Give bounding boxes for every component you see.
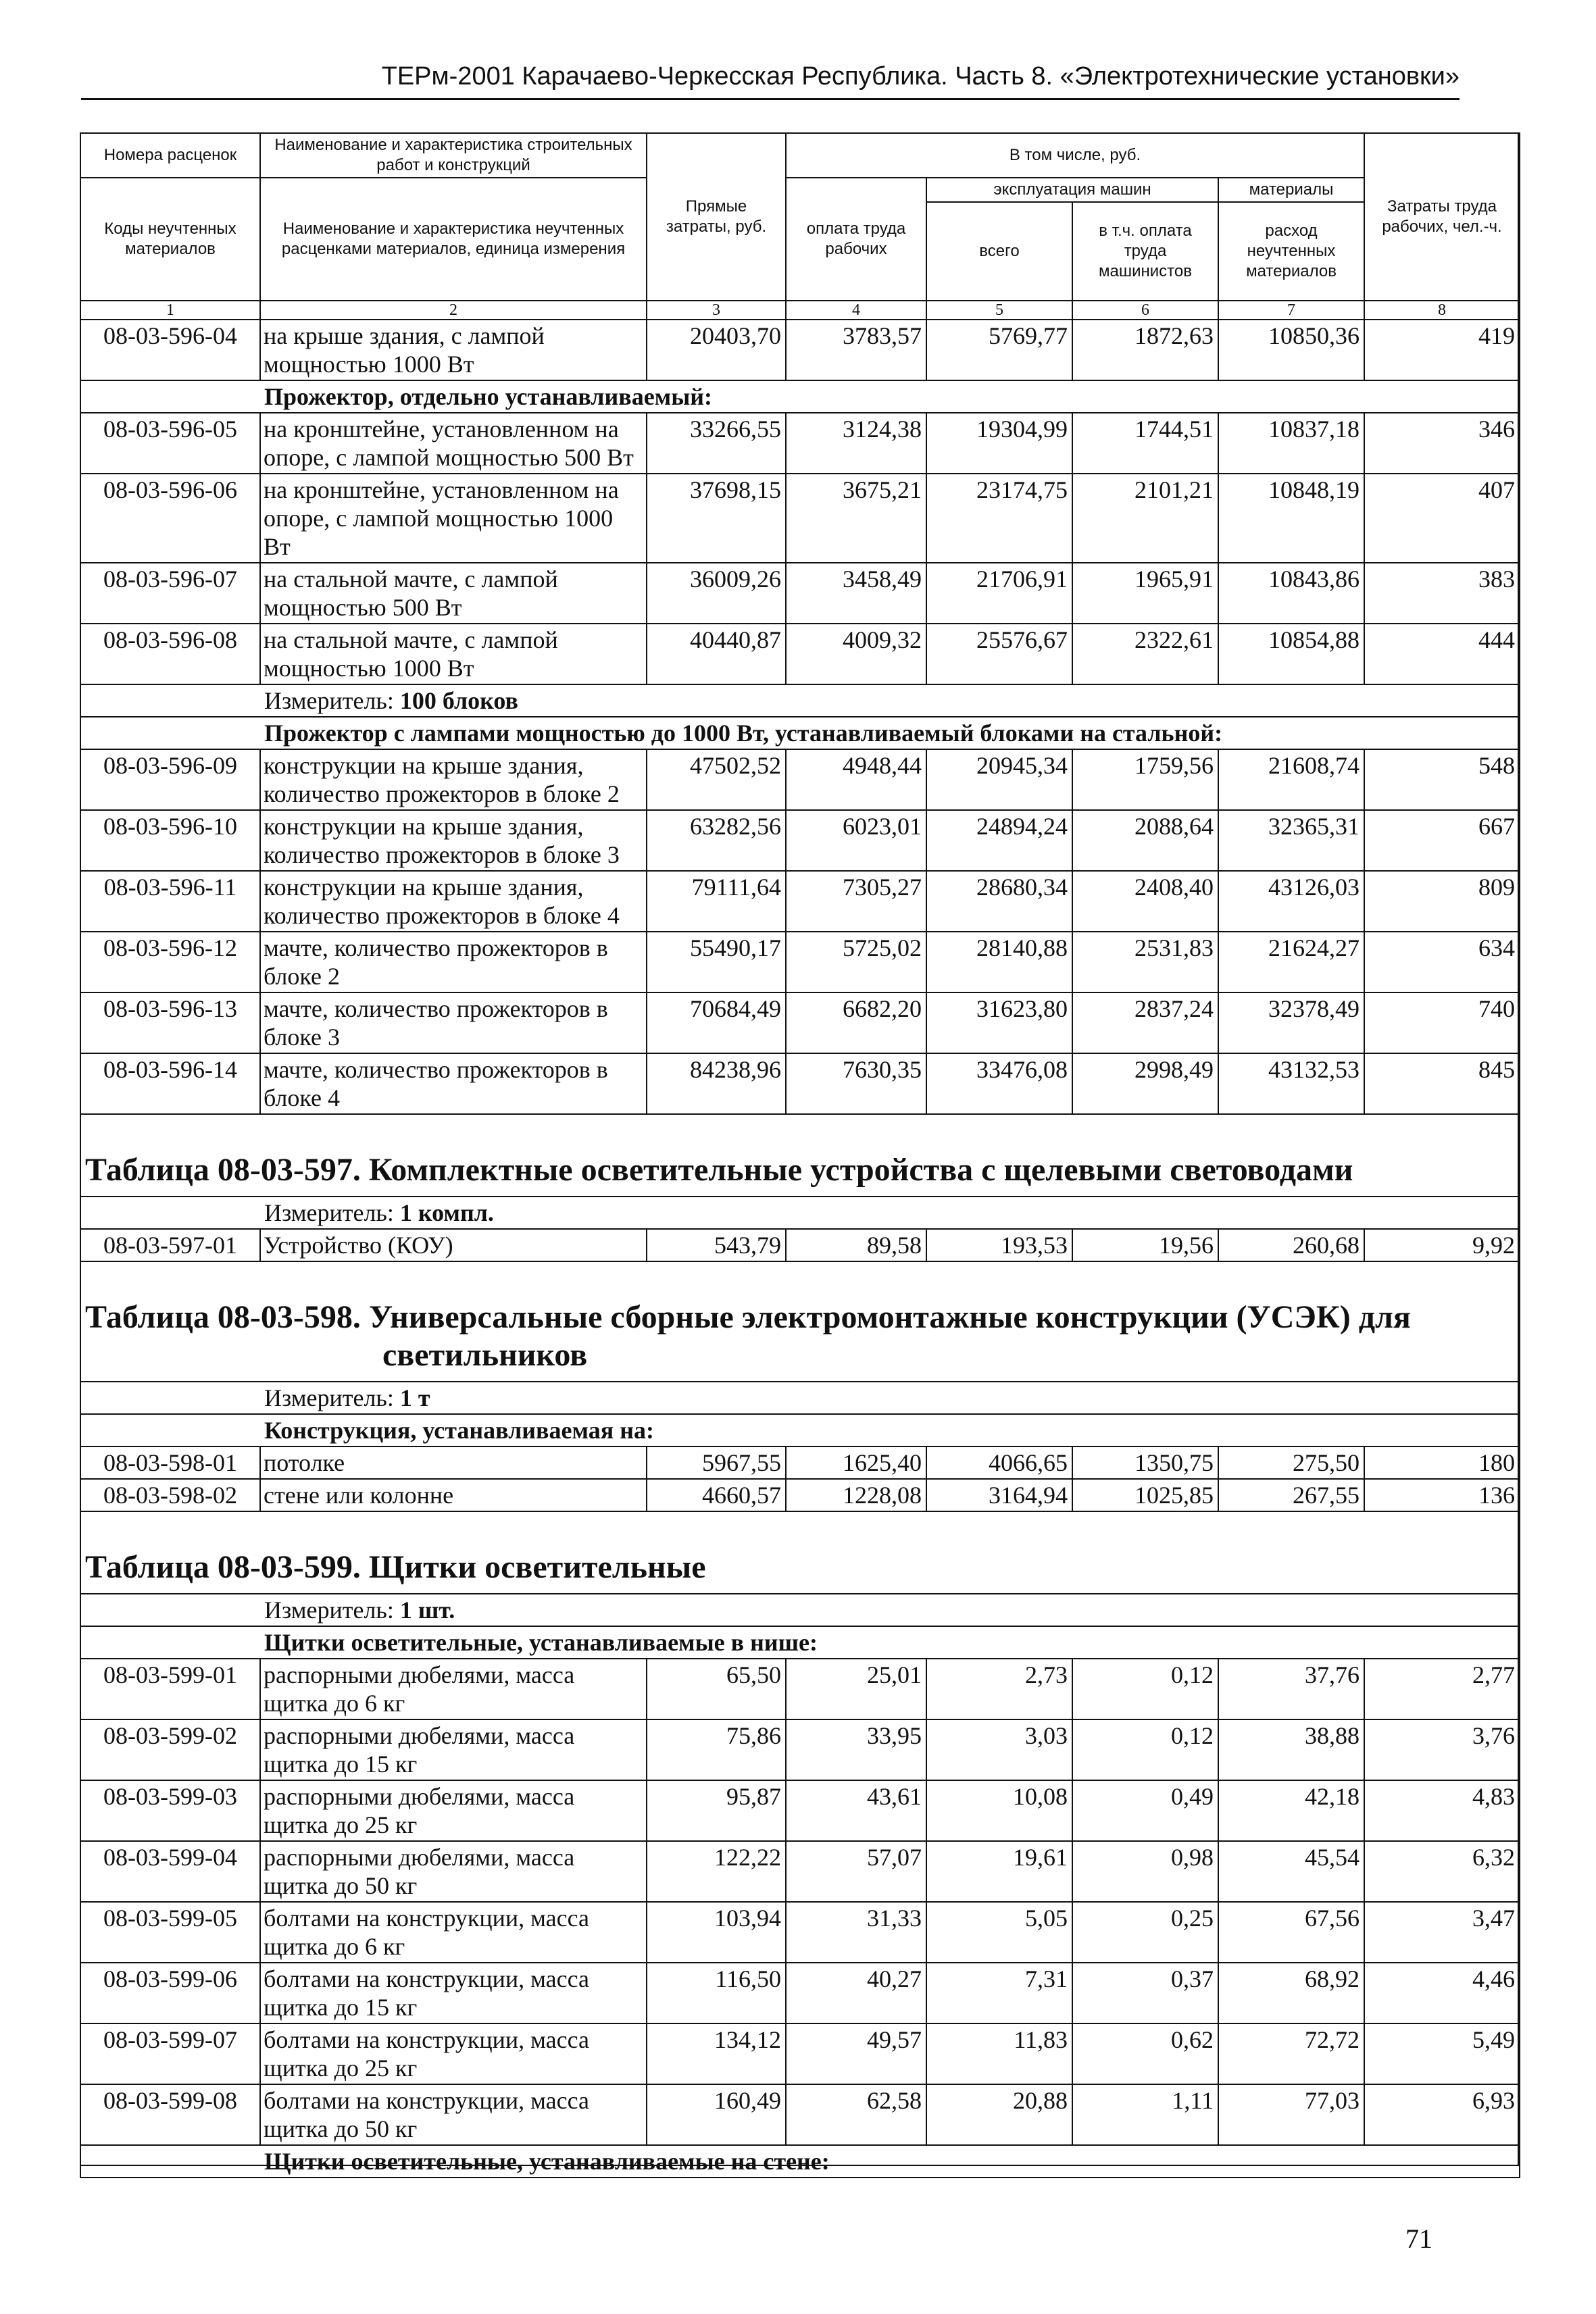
wages: 49,57 bbox=[786, 2023, 926, 2084]
labor: 444 bbox=[1364, 624, 1520, 684]
rate-description: стене или колонне bbox=[260, 1479, 647, 1511]
rate-description: потолке bbox=[260, 1447, 647, 1479]
table-row bbox=[80, 1229, 1520, 1261]
machines-total: 33476,08 bbox=[926, 1053, 1072, 1114]
rate-code: 08-03-596-07 bbox=[80, 563, 260, 624]
direct-cost: 116,50 bbox=[647, 1963, 786, 2023]
measure-cell bbox=[260, 684, 1520, 717]
spacer-cell bbox=[80, 1261, 1520, 1278]
wages: 4948,44 bbox=[786, 749, 926, 810]
direct-cost: 70684,49 bbox=[647, 992, 786, 1053]
column-number: 4 bbox=[786, 301, 926, 320]
rates-table bbox=[80, 132, 1520, 2178]
rate-code: 08-03-599-07 bbox=[80, 2023, 260, 2084]
machines-total: 11,83 bbox=[926, 2023, 1072, 2084]
labor: 383 bbox=[1364, 563, 1520, 624]
direct-cost: 160,49 bbox=[647, 2084, 786, 2145]
wages: 7305,27 bbox=[786, 871, 926, 932]
machines-wages: 1025,85 bbox=[1072, 1479, 1218, 1511]
materials: 267,55 bbox=[1218, 1479, 1364, 1511]
table-597-title bbox=[80, 1131, 1520, 1197]
rate-description: на стальной мачте, с лампой мощностью 500 Вт bbox=[260, 563, 647, 624]
machines-total: 19,61 bbox=[926, 1841, 1072, 1902]
rate-code: 08-03-596-05 bbox=[80, 413, 260, 474]
materials: 32365,31 bbox=[1218, 810, 1364, 871]
table-row bbox=[80, 1841, 1520, 1902]
machines-wages: 19,56 bbox=[1072, 1229, 1218, 1261]
labor: 3,76 bbox=[1364, 1719, 1520, 1780]
direct-cost: 103,94 bbox=[647, 1902, 786, 1963]
spacer-row bbox=[80, 1261, 1520, 1278]
rate-code: 08-03-599-08 bbox=[80, 2084, 260, 2145]
rate-description: мачте, количество прожекторов в блоке 4 bbox=[260, 1053, 647, 1114]
machines-total: 21706,91 bbox=[926, 563, 1072, 624]
machines-wages: 2998,49 bbox=[1072, 1053, 1218, 1114]
table-row bbox=[80, 624, 1520, 684]
machines-wages: 2088,64 bbox=[1072, 810, 1218, 871]
measure-value: 100 блоков bbox=[399, 687, 518, 714]
machines-total: 193,53 bbox=[926, 1229, 1072, 1261]
machines-wages: 1759,56 bbox=[1072, 749, 1218, 810]
rate-description: мачте, количество прожекторов в блоке 2 bbox=[260, 932, 647, 992]
rate-description: конструкции на крыше здания, количество прожекторов в блоке 3 bbox=[260, 810, 647, 871]
section-heading: Конструкция, устанавливаемая на: bbox=[260, 1414, 1520, 1447]
col-name-bottom: Наименование и характеристика неучтенных расценками материалов, единица измерения bbox=[260, 178, 647, 301]
machines-total: 3164,94 bbox=[926, 1479, 1072, 1511]
materials: 77,03 bbox=[1218, 2084, 1364, 2145]
materials: 67,56 bbox=[1218, 1902, 1364, 1963]
measure-row bbox=[80, 1594, 1520, 1626]
labor: 634 bbox=[1364, 932, 1520, 992]
section-row bbox=[80, 1414, 1520, 1447]
machines-total: 5,05 bbox=[926, 1902, 1072, 1963]
direct-cost: 37698,15 bbox=[647, 474, 786, 563]
section-spacer bbox=[80, 2145, 260, 2178]
rate-code: 08-03-596-10 bbox=[80, 810, 260, 871]
rate-code: 08-03-599-04 bbox=[80, 1841, 260, 1902]
labor: 346 bbox=[1364, 413, 1520, 474]
measure-value: 1 шт. bbox=[399, 1596, 455, 1624]
rate-code: 08-03-596-06 bbox=[80, 474, 260, 563]
machines-wages: 2531,83 bbox=[1072, 932, 1218, 992]
machines-wages: 1744,51 bbox=[1072, 413, 1218, 474]
table-row bbox=[80, 1659, 1520, 1719]
labor: 809 bbox=[1364, 871, 1520, 932]
page-number: 71 bbox=[1405, 2223, 1432, 2254]
wages: 62,58 bbox=[786, 2084, 926, 2145]
machines-total: 23174,75 bbox=[926, 474, 1072, 563]
table-row bbox=[80, 1479, 1520, 1511]
direct-cost: 4660,57 bbox=[647, 1479, 786, 1511]
table-title bbox=[80, 1528, 1520, 1594]
machines-total: 10,08 bbox=[926, 1780, 1072, 1841]
machines-total: 3,03 bbox=[926, 1719, 1072, 1780]
table-row bbox=[80, 563, 1520, 624]
section-spacer bbox=[80, 1414, 260, 1447]
direct-cost: 36009,26 bbox=[647, 563, 786, 624]
rate-code: 08-03-599-06 bbox=[80, 1963, 260, 2023]
column-number: 3 bbox=[647, 301, 786, 320]
labor: 180 bbox=[1364, 1447, 1520, 1479]
rate-description: болтами на конструкции, масса щитка до 25 кг bbox=[260, 2023, 647, 2084]
rate-description: мачте, количество прожекторов в блоке 3 bbox=[260, 992, 647, 1053]
wages: 1625,40 bbox=[786, 1447, 926, 1479]
rate-description: болтами на конструкции, масса щитка до 6 кг bbox=[260, 1902, 647, 1963]
machines-total: 19304,99 bbox=[926, 413, 1072, 474]
machines-total: 28140,88 bbox=[926, 932, 1072, 992]
labor: 136 bbox=[1364, 1479, 1520, 1511]
rate-description: распорными дюбелями, масса щитка до 15 кг bbox=[260, 1719, 647, 1780]
table-title-line: светильников bbox=[382, 1337, 588, 1373]
machines-wages: 0,37 bbox=[1072, 1963, 1218, 2023]
table-title-line: Таблица 08-03-597. Комплектные осветительные устройства с щелевыми световодами bbox=[85, 1152, 1353, 1188]
wages: 89,58 bbox=[786, 1229, 926, 1261]
materials: 45,54 bbox=[1218, 1841, 1364, 1902]
spacer-row bbox=[80, 1511, 1520, 1528]
rate-description: на кронштейне, установленном на опоре, с лампой мощностью 1000 Вт bbox=[260, 474, 647, 563]
table-body bbox=[80, 301, 1520, 2178]
machines-total: 28680,34 bbox=[926, 871, 1072, 932]
wages: 1228,08 bbox=[786, 1479, 926, 1511]
rate-description: распорными дюбелями, масса щитка до 50 кг bbox=[260, 1841, 647, 1902]
rate-description: на крыше здания, с лампой мощностью 1000 Вт bbox=[260, 320, 647, 380]
labor: 6,32 bbox=[1364, 1841, 1520, 1902]
running-header: ТЕРм-2001 Карачаево-Черкесская Республика. Часть 8. «Электротехнические установки» bbox=[81, 62, 1460, 100]
column-number: 6 bbox=[1072, 301, 1218, 320]
col-code-bottom: Коды неучтенных материалов bbox=[80, 178, 260, 301]
wages: 4009,32 bbox=[786, 624, 926, 684]
rate-code: 08-03-596-09 bbox=[80, 749, 260, 810]
column-numbers-row bbox=[80, 301, 1520, 320]
direct-cost: 65,50 bbox=[647, 1659, 786, 1719]
column-number: 5 bbox=[926, 301, 1072, 320]
rate-description: конструкции на крыше здания, количество прожекторов в блоке 4 bbox=[260, 871, 647, 932]
table-header bbox=[80, 133, 1520, 301]
machines-wages: 2408,40 bbox=[1072, 871, 1218, 932]
materials: 43132,53 bbox=[1218, 1053, 1364, 1114]
section-row bbox=[80, 2145, 1520, 2178]
column-number: 2 bbox=[260, 301, 647, 320]
materials: 10854,88 bbox=[1218, 624, 1364, 684]
rate-code: 08-03-596-12 bbox=[80, 932, 260, 992]
measure-label: Измеритель: bbox=[264, 1384, 394, 1411]
measure-spacer bbox=[80, 1197, 260, 1229]
labor: 9,92 bbox=[1364, 1229, 1520, 1261]
table-row bbox=[80, 2023, 1520, 2084]
section-row bbox=[80, 380, 1520, 413]
table-row bbox=[80, 474, 1520, 563]
labor: 6,93 bbox=[1364, 2084, 1520, 2145]
rate-code: 08-03-596-11 bbox=[80, 871, 260, 932]
col-wages: оплата труда рабочих bbox=[786, 178, 926, 301]
machines-total: 7,31 bbox=[926, 1963, 1072, 2023]
section-row bbox=[80, 1626, 1520, 1659]
section-spacer bbox=[80, 380, 260, 413]
rate-description: распорными дюбелями, масса щитка до 6 кг bbox=[260, 1659, 647, 1719]
measure-row bbox=[80, 1197, 1520, 1229]
wages: 6682,20 bbox=[786, 992, 926, 1053]
table-row bbox=[80, 2084, 1520, 2145]
materials: 275,50 bbox=[1218, 1447, 1364, 1479]
machines-total: 20945,34 bbox=[926, 749, 1072, 810]
section-heading: Щитки осветительные, устанавливаемые в нише: bbox=[260, 1626, 1520, 1659]
labor: 3,47 bbox=[1364, 1902, 1520, 1963]
machines-wages: 1872,63 bbox=[1072, 320, 1218, 380]
machines-total: 25576,67 bbox=[926, 624, 1072, 684]
table-599-title bbox=[80, 1528, 1520, 1594]
measure-label: Измеритель: bbox=[264, 1596, 394, 1624]
wages: 7630,35 bbox=[786, 1053, 926, 1114]
col-labor: Затраты труда рабочих, чел.-ч. bbox=[1364, 133, 1520, 301]
machines-total: 24894,24 bbox=[926, 810, 1072, 871]
wages: 57,07 bbox=[786, 1841, 926, 1902]
direct-cost: 95,87 bbox=[647, 1780, 786, 1841]
col-machines: эксплуатация машин bbox=[926, 178, 1218, 202]
wages: 6023,01 bbox=[786, 810, 926, 871]
direct-cost: 33266,55 bbox=[647, 413, 786, 474]
direct-cost: 134,12 bbox=[647, 2023, 786, 2084]
materials: 42,18 bbox=[1218, 1780, 1364, 1841]
wages: 3458,49 bbox=[786, 563, 926, 624]
rate-code: 08-03-596-08 bbox=[80, 624, 260, 684]
measure-cell bbox=[260, 1594, 1520, 1626]
section-heading: Щитки осветительные, устанавливаемые на стене: bbox=[260, 2145, 1520, 2178]
measure-spacer bbox=[80, 1594, 260, 1626]
measure-label: Измеритель: bbox=[264, 1199, 394, 1226]
measure-spacer bbox=[80, 684, 260, 717]
table-row bbox=[80, 1719, 1520, 1780]
section-heading: Прожектор с лампами мощностью до 1000 Вт, устанавливаемый блоками на стальной: bbox=[260, 717, 1520, 749]
labor: 407 bbox=[1364, 474, 1520, 563]
machines-total: 4066,65 bbox=[926, 1447, 1072, 1479]
column-number: 7 bbox=[1218, 301, 1364, 320]
materials: 38,88 bbox=[1218, 1719, 1364, 1780]
rate-description: болтами на конструкции, масса щитка до 50 кг bbox=[260, 2084, 647, 2145]
table-598-title bbox=[80, 1278, 1520, 1382]
machines-wages: 0,25 bbox=[1072, 1902, 1218, 1963]
wages: 25,01 bbox=[786, 1659, 926, 1719]
rate-code: 08-03-597-01 bbox=[80, 1229, 260, 1261]
spacer-cell bbox=[80, 1511, 1520, 1528]
materials: 37,76 bbox=[1218, 1659, 1364, 1719]
table-row bbox=[80, 871, 1520, 932]
measure-cell bbox=[260, 1197, 1520, 1229]
rate-code: 08-03-598-01 bbox=[80, 1447, 260, 1479]
labor: 2,77 bbox=[1364, 1659, 1520, 1719]
measure-spacer bbox=[80, 1382, 260, 1414]
wages: 5725,02 bbox=[786, 932, 926, 992]
materials: 21624,27 bbox=[1218, 932, 1364, 992]
labor: 4,83 bbox=[1364, 1780, 1520, 1841]
machines-total: 2,73 bbox=[926, 1659, 1072, 1719]
direct-cost: 63282,56 bbox=[647, 810, 786, 871]
direct-cost: 40440,87 bbox=[647, 624, 786, 684]
rate-description: распорными дюбелями, масса щитка до 25 кг bbox=[260, 1780, 647, 1841]
table-row bbox=[80, 1447, 1520, 1479]
section-row bbox=[80, 717, 1520, 749]
machines-wages: 1,11 bbox=[1072, 2084, 1218, 2145]
machines-wages: 2101,21 bbox=[1072, 474, 1218, 563]
machines-wages: 1350,75 bbox=[1072, 1447, 1218, 1479]
column-number: 8 bbox=[1364, 301, 1520, 320]
table-row bbox=[80, 1902, 1520, 1963]
direct-cost: 79111,64 bbox=[647, 871, 786, 932]
measure-cell bbox=[260, 1382, 1520, 1414]
direct-cost: 84238,96 bbox=[647, 1053, 786, 1114]
labor: 667 bbox=[1364, 810, 1520, 871]
machines-wages: 0,12 bbox=[1072, 1719, 1218, 1780]
labor: 5,49 bbox=[1364, 2023, 1520, 2084]
spacer-cell bbox=[80, 1114, 1520, 1131]
machines-wages: 0,98 bbox=[1072, 1841, 1218, 1902]
machines-total: 20,88 bbox=[926, 2084, 1072, 2145]
direct-cost: 47502,52 bbox=[647, 749, 786, 810]
measure-value: 1 т bbox=[399, 1384, 430, 1411]
materials: 10843,86 bbox=[1218, 563, 1364, 624]
measure-row bbox=[80, 1382, 1520, 1414]
table-row bbox=[80, 413, 1520, 474]
rate-code: 08-03-599-01 bbox=[80, 1659, 260, 1719]
rate-code: 08-03-599-05 bbox=[80, 1902, 260, 1963]
table-row bbox=[80, 1963, 1520, 2023]
col-machines-wages: в т.ч. оплата труда машинистов bbox=[1072, 202, 1218, 301]
rate-code: 08-03-599-02 bbox=[80, 1719, 260, 1780]
measure-row bbox=[80, 684, 1520, 717]
labor: 548 bbox=[1364, 749, 1520, 810]
table-row bbox=[80, 749, 1520, 810]
col-direct: Прямые затраты, руб. bbox=[647, 133, 786, 301]
direct-cost: 75,86 bbox=[647, 1719, 786, 1780]
table-title bbox=[80, 1278, 1520, 1382]
table-row bbox=[80, 810, 1520, 871]
materials: 72,72 bbox=[1218, 2023, 1364, 2084]
rate-code: 08-03-596-14 bbox=[80, 1053, 260, 1114]
wages: 33,95 bbox=[786, 1719, 926, 1780]
wages: 40,27 bbox=[786, 1963, 926, 2023]
table-row bbox=[80, 1780, 1520, 1841]
col-code-top: Номера расценок bbox=[80, 133, 260, 178]
machines-wages: 0,49 bbox=[1072, 1780, 1218, 1841]
spacer-row bbox=[80, 1114, 1520, 1131]
direct-cost: 5967,55 bbox=[647, 1447, 786, 1479]
labor: 740 bbox=[1364, 992, 1520, 1053]
machines-wages: 2322,61 bbox=[1072, 624, 1218, 684]
materials: 10837,18 bbox=[1218, 413, 1364, 474]
table-title bbox=[80, 1131, 1520, 1197]
rate-description: на кронштейне, установленном на опоре, с лампой мощностью 500 Вт bbox=[260, 413, 647, 474]
machines-total: 31623,80 bbox=[926, 992, 1072, 1053]
rate-description: Устройство (КОУ) bbox=[260, 1229, 647, 1261]
labor: 419 bbox=[1364, 320, 1520, 380]
section-heading: Прожектор, отдельно устанавливаемый: bbox=[260, 380, 1520, 413]
machines-wages: 1965,91 bbox=[1072, 563, 1218, 624]
rate-description: болтами на конструкции, масса щитка до 15 кг bbox=[260, 1963, 647, 2023]
materials: 21608,74 bbox=[1218, 749, 1364, 810]
wages: 43,61 bbox=[786, 1780, 926, 1841]
direct-cost: 122,22 bbox=[647, 1841, 786, 1902]
table-row bbox=[80, 320, 1520, 380]
table-row bbox=[80, 932, 1520, 992]
rate-code: 08-03-598-02 bbox=[80, 1479, 260, 1511]
section-spacer bbox=[80, 717, 260, 749]
machines-total: 5769,77 bbox=[926, 320, 1072, 380]
table-row bbox=[80, 1053, 1520, 1114]
col-name-top: Наименование и характеристика строительных работ и конструкций bbox=[260, 133, 647, 178]
materials: 10850,36 bbox=[1218, 320, 1364, 380]
table-title-line: Таблица 08-03-598. Универсальные сборные электромонтажные конструкции (УСЭК) для bbox=[85, 1299, 1411, 1335]
measure-value: 1 компл. bbox=[399, 1199, 494, 1226]
rate-code: 08-03-596-13 bbox=[80, 992, 260, 1053]
wages: 3675,21 bbox=[786, 474, 926, 563]
direct-cost: 55490,17 bbox=[647, 932, 786, 992]
col-incl: В том числе, руб. bbox=[786, 133, 1364, 178]
materials: 32378,49 bbox=[1218, 992, 1364, 1053]
materials: 43126,03 bbox=[1218, 871, 1364, 932]
machines-wages: 2837,24 bbox=[1072, 992, 1218, 1053]
col-materials-sub: расход неучтенных материалов bbox=[1218, 202, 1364, 301]
table-title-line: Таблица 08-03-599. Щитки осветительные bbox=[85, 1549, 706, 1585]
machines-wages: 0,62 bbox=[1072, 2023, 1218, 2084]
rate-code: 08-03-596-04 bbox=[80, 320, 260, 380]
labor: 845 bbox=[1364, 1053, 1520, 1114]
machines-wages: 0,12 bbox=[1072, 1659, 1218, 1719]
wages: 3124,38 bbox=[786, 413, 926, 474]
rate-description: конструкции на крыше здания, количество прожекторов в блоке 2 bbox=[260, 749, 647, 810]
wages: 3783,57 bbox=[786, 320, 926, 380]
rate-description: на стальной мачте, с лампой мощностью 1000 Вт bbox=[260, 624, 647, 684]
materials: 68,92 bbox=[1218, 1963, 1364, 2023]
col-materials: материалы bbox=[1218, 178, 1364, 202]
direct-cost: 543,79 bbox=[647, 1229, 786, 1261]
section-spacer bbox=[80, 1626, 260, 1659]
column-number: 1 bbox=[80, 301, 260, 320]
col-machines-total: всего bbox=[926, 202, 1072, 301]
materials: 10848,19 bbox=[1218, 474, 1364, 563]
rate-code: 08-03-599-03 bbox=[80, 1780, 260, 1841]
materials: 260,68 bbox=[1218, 1229, 1364, 1261]
wages: 31,33 bbox=[786, 1902, 926, 1963]
table-row bbox=[80, 992, 1520, 1053]
direct-cost: 20403,70 bbox=[647, 320, 786, 380]
measure-label: Измеритель: bbox=[264, 687, 394, 714]
labor: 4,46 bbox=[1364, 1963, 1520, 2023]
